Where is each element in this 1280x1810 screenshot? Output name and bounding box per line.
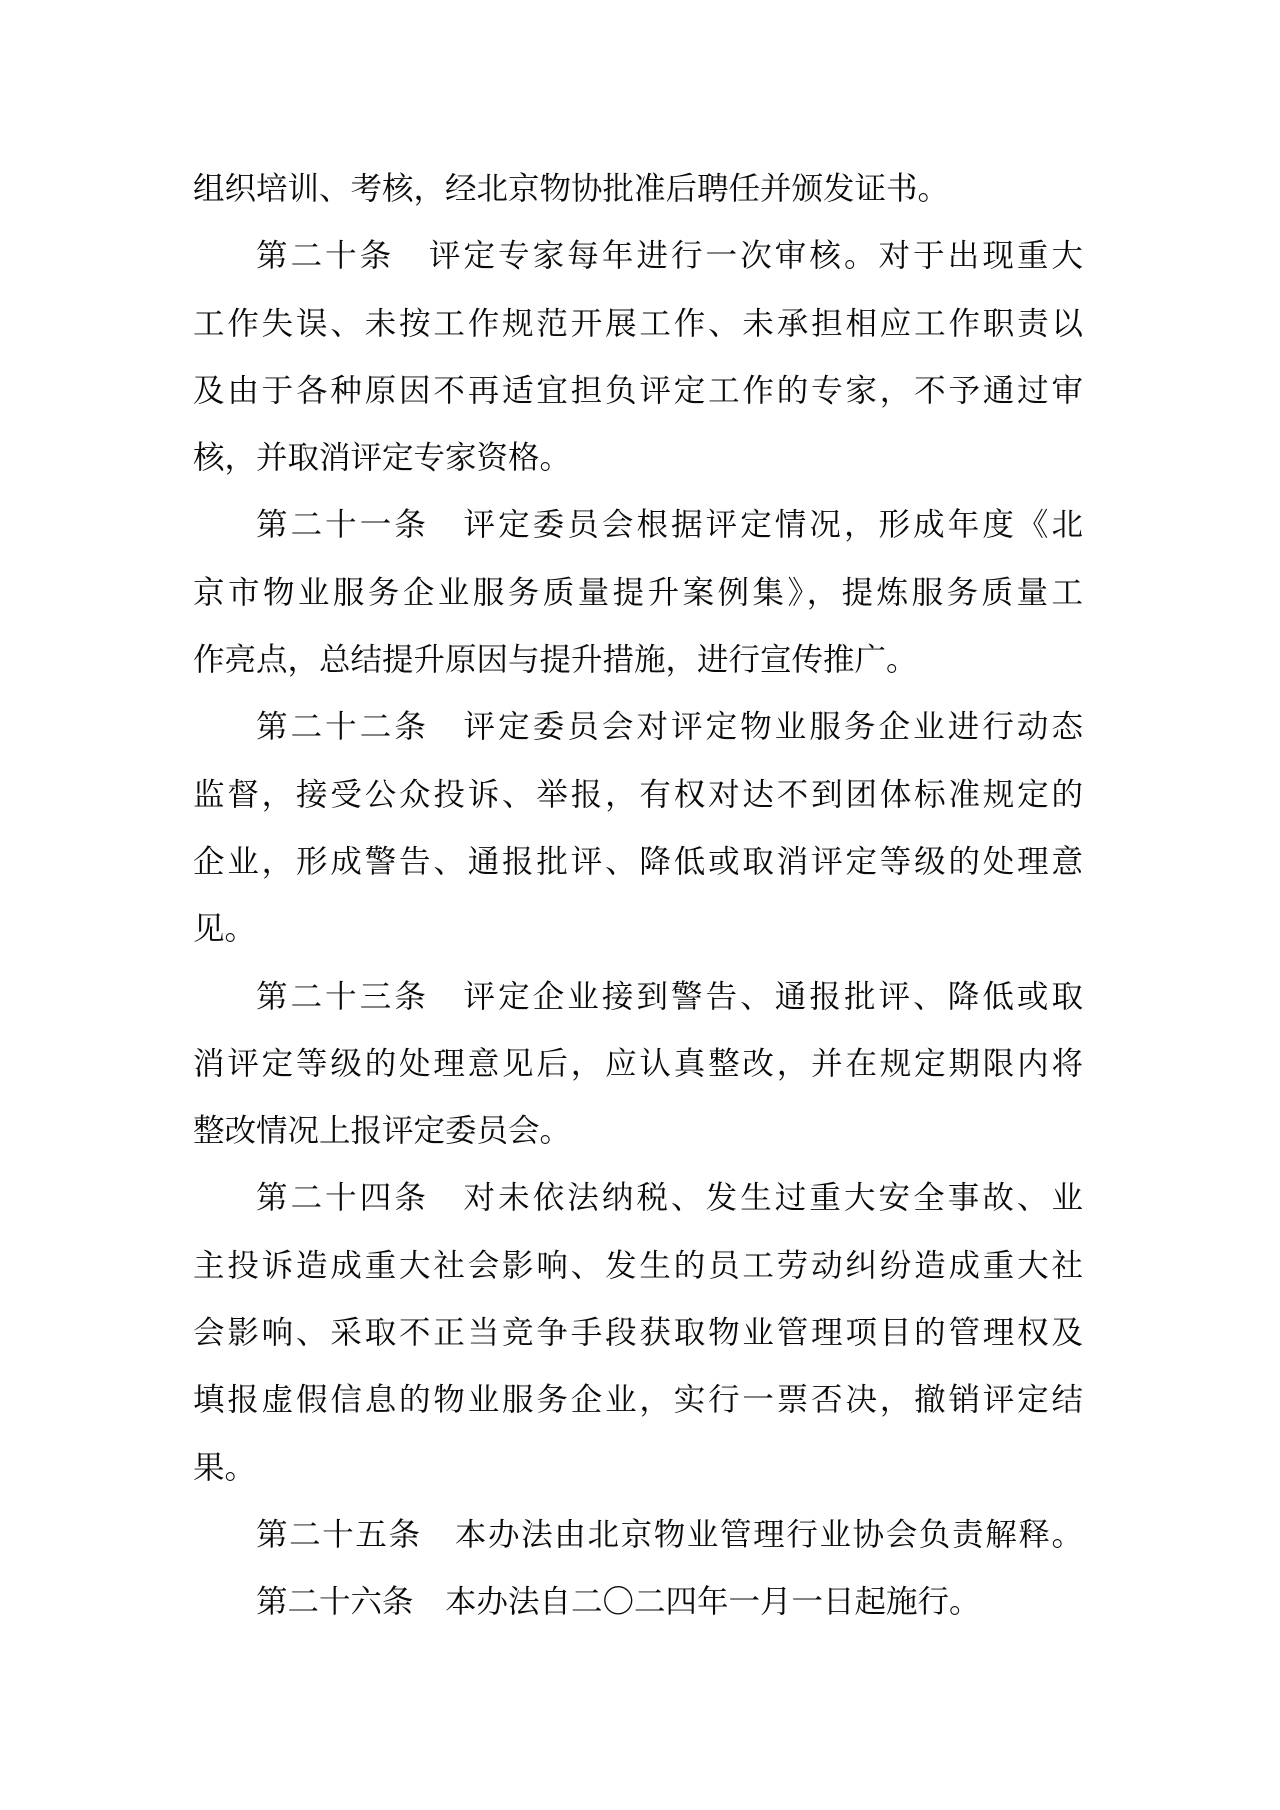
text-line: 见。	[193, 911, 257, 947]
text-line: 第二十条 评定专家每年进行一次审核。对于出现重大	[256, 238, 1083, 274]
paragraph	[193, 155, 1083, 222]
text-line: 会影响、采取不正当竞争手段获取物业管理项目的管理权及	[193, 1315, 1083, 1351]
text-line: 主投诉造成重大社会影响、发生的员工劳动纠纷造成重大社	[193, 1247, 1083, 1283]
text-line: 第二十六条 本办法自二〇二四年一月一日起施行。	[256, 1584, 981, 1620]
text-line: 第二十二条 评定委员会对评定物业服务企业进行动态	[256, 709, 1083, 745]
paragraph	[193, 1568, 1083, 1635]
text-line: 作亮点，总结提升原因与提升措施，进行宣传推广。	[193, 642, 918, 678]
text-line: 消评定等级的处理意见后，应认真整改，并在规定期限内将	[193, 1045, 1083, 1081]
text-line: 工作失误、未按工作规范开展工作、未承担相应工作职责以	[193, 305, 1083, 341]
text-line: 第二十一条 评定委员会根据评定情况，形成年度《北	[256, 507, 1083, 543]
text-line: 第二十五条 本办法由北京物业管理行业协会负责解释。	[256, 1516, 1083, 1552]
text-block	[193, 155, 1083, 1636]
text-line: 及由于各种原因不再适宜担负评定工作的专家，不予通过审	[193, 372, 1083, 408]
text-line: 监督，接受公众投诉、举报，有权对达不到团体标准规定的	[193, 776, 1083, 812]
text-line: 第二十三条 评定企业接到警告、通报批评、降低或取	[256, 978, 1083, 1014]
text-line: 核，并取消评定专家资格。	[193, 440, 572, 476]
text-line: 组织培训、考核，经北京物协批准后聘任并颁发证书。	[193, 171, 950, 206]
text-line: 果。	[193, 1449, 257, 1485]
text-line: 第二十四条 对未依法纳税、发生过重大安全事故、业	[256, 1180, 1083, 1216]
paragraph	[193, 963, 1083, 1165]
text-line: 企业，形成警告、通报批评、降低或取消评定等级的处理意	[193, 843, 1083, 879]
paragraph	[193, 1501, 1083, 1568]
text-line: 填报虚假信息的物业服务企业，实行一票否决，撤销评定结	[193, 1382, 1083, 1418]
paragraph	[193, 693, 1083, 962]
paragraph	[193, 491, 1083, 693]
text-line: 京市物业服务企业服务质量提升案例集》，提炼服务质量工	[193, 574, 1083, 610]
text-line: 整改情况上报评定委员会。	[193, 1113, 572, 1149]
paragraph	[193, 222, 1083, 491]
paragraph	[193, 1164, 1083, 1500]
